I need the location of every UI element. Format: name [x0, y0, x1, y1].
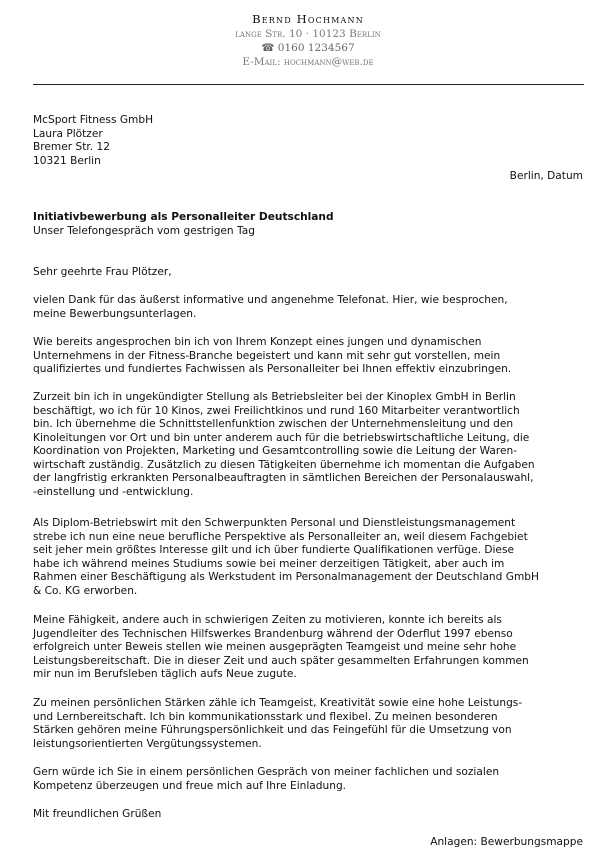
paragraph-intro — [33, 294, 585, 321]
recipient-address — [33, 114, 153, 168]
text-line: leistungsorientierten Vergütungssystemen. — [33, 737, 262, 750]
text-line: habe ich während meines Studiums sowie bei meiner derzeitigen Tätigkeit, aber auch im — [33, 557, 505, 570]
paragraph-closing-request — [33, 766, 585, 793]
text-line: strebe ich nun eine neue berufliche Perspektive als Personalleiter an, weil diesem Fachgebiet — [33, 530, 528, 543]
text-line: Kinoleitungen vor Ort und bin unter anderem auch für die betriebswirtschaftliche Leitung, die — [33, 431, 530, 444]
text-line: Unternehmens in der Fitness-Branche begeistert und kann mit sehr gut vorstellen, mein — [33, 349, 501, 362]
sender-phone-line — [0, 41, 600, 55]
text-line: -einstellung und -entwicklung. — [33, 485, 194, 498]
text-line: mir nun im Berufsleben täglich aufs Neue zugute. — [33, 668, 297, 680]
text-line: erfolgreich unter Beweis stellen wie meinen ausgeprägten Teamgeist und meine sehr hohe — [33, 641, 517, 653]
paragraph-current-position — [33, 391, 585, 499]
text-line: Kompetenz überzeugen und freue mich auf Ihre Einladung. — [33, 779, 347, 792]
paragraph-experience — [33, 614, 585, 682]
sender-email: E-Mail: hochmann@web.de — [242, 56, 374, 68]
recipient-street: Bremer Str. 12 — [33, 141, 110, 153]
text-line: der langfristig erkrankten Personalbeauftragten in sämtlichen Bereichen der Personalauswahl, — [33, 472, 534, 484]
enclosure-note: Anlagen: Bewerbungsmappe — [430, 836, 583, 848]
sender-address: lange Str. 10 · 10123 Berlin — [235, 28, 381, 40]
text-line: Wie bereits angesprochen bin ich von Ihrem Konzept eines jungen und dynamischen — [33, 336, 482, 348]
subject-reference: Unser Telefongespräch vom gestrigen Tag — [33, 225, 255, 237]
sender-name: Bernd Hochmann — [252, 12, 364, 26]
text-line: qualifiziertes und fundiertes Fachwissen als Personalleiter bei Ihnen effektiv einzubringen. — [33, 363, 512, 375]
sender-phone: 0160 1234567 — [277, 42, 355, 54]
recipient-person: Laura Plötzer — [33, 127, 103, 140]
text-line: beschäftigt, wo ich für 10 Kinos, zwei Freilichtkinos und rund 160 Mitarbeiter verantwortlich — [33, 404, 520, 417]
text-line: & Co. KG erworben. — [33, 584, 138, 597]
phone-icon: ☎ — [261, 42, 275, 54]
recipient-company: McSport Fitness GmbH — [33, 114, 154, 126]
salutation: Sehr geehrte Frau Plötzer, — [33, 266, 172, 278]
text-line: meine Bewerbungsunterlagen. — [33, 307, 197, 320]
closing-greeting: Mit freundlichen Grüßen — [33, 808, 162, 820]
text-line: und Lernbereitschaft. Ich bin kommunikationsstark und flexibel. Zu meinen besonderen — [33, 710, 498, 723]
letterhead — [0, 12, 600, 69]
text-line: Stärken gehören meine Führungspersönlichkeit und das Feingefühl für die Umsetzung von — [33, 724, 512, 736]
paragraph-qualifications — [33, 517, 585, 598]
text-line: Zurzeit bin ich in ungekündigter Stellung als Betriebsleiter bei der Kinoplex GmbH in Berlin — [33, 391, 516, 403]
text-line: vielen Dank für das äußerst informative und angenehme Telefonat. Hier, wie besprochen, — [33, 294, 508, 306]
letterhead-divider — [33, 84, 584, 85]
date-line: Berlin, Datum — [509, 170, 583, 182]
text-line: Gern würde ich Sie in einem persönlichen Gespräch von meiner fachlichen und sozialen — [33, 766, 500, 778]
text-line: Koordination von Projekten, Marketing und Gesamtcontrolling sowie die Leitung der Waren- — [33, 445, 518, 457]
text-line: Jugendleiter des Technischen Hilfswerkes Brandenburg während der Oderflut 1997 ebenso — [33, 627, 513, 640]
text-line: Leistungsbereitschaft. Die in dieser Zeit und auch später gesammelten Erfahrungen kommen — [33, 654, 529, 667]
recipient-city: 10321 Berlin — [33, 154, 101, 167]
text-line: Rahmen einer Beschäftigung als Werkstudent im Personalmanagement der Deutschland GmbH — [33, 571, 539, 583]
text-line: Meine Fähigkeit, andere auch in schwierigen Zeiten zu motivieren, konnte ich bereits als — [33, 614, 502, 626]
paragraph-motivation — [33, 336, 585, 377]
paragraph-strengths — [33, 697, 585, 751]
text-line: seit jeher mein größtes Interesse gilt und ich über fundierte Qualifikationen verfüge. Diese — [33, 544, 514, 556]
text-line: Zu meinen persönlichen Stärken zähle ich Teamgeist, Kreativität sowie eine hohe Leistungs- — [33, 697, 523, 709]
text-line: wirtschaft zuständig. Zusätzlich zu diesen Tätigkeiten übernehme ich momentan die Aufgaben — [33, 458, 535, 471]
subject-line: Initiativbewerbung als Personalleiter Deutschland — [33, 211, 334, 223]
text-line: bin. Ich übernehme die Schnittstellenfunktion zwischen der Unternehmensleitung und den — [33, 418, 514, 430]
text-line: Als Diplom-Betriebswirt mit den Schwerpunkten Personal und Dienstleistungsmanagement — [33, 517, 516, 529]
